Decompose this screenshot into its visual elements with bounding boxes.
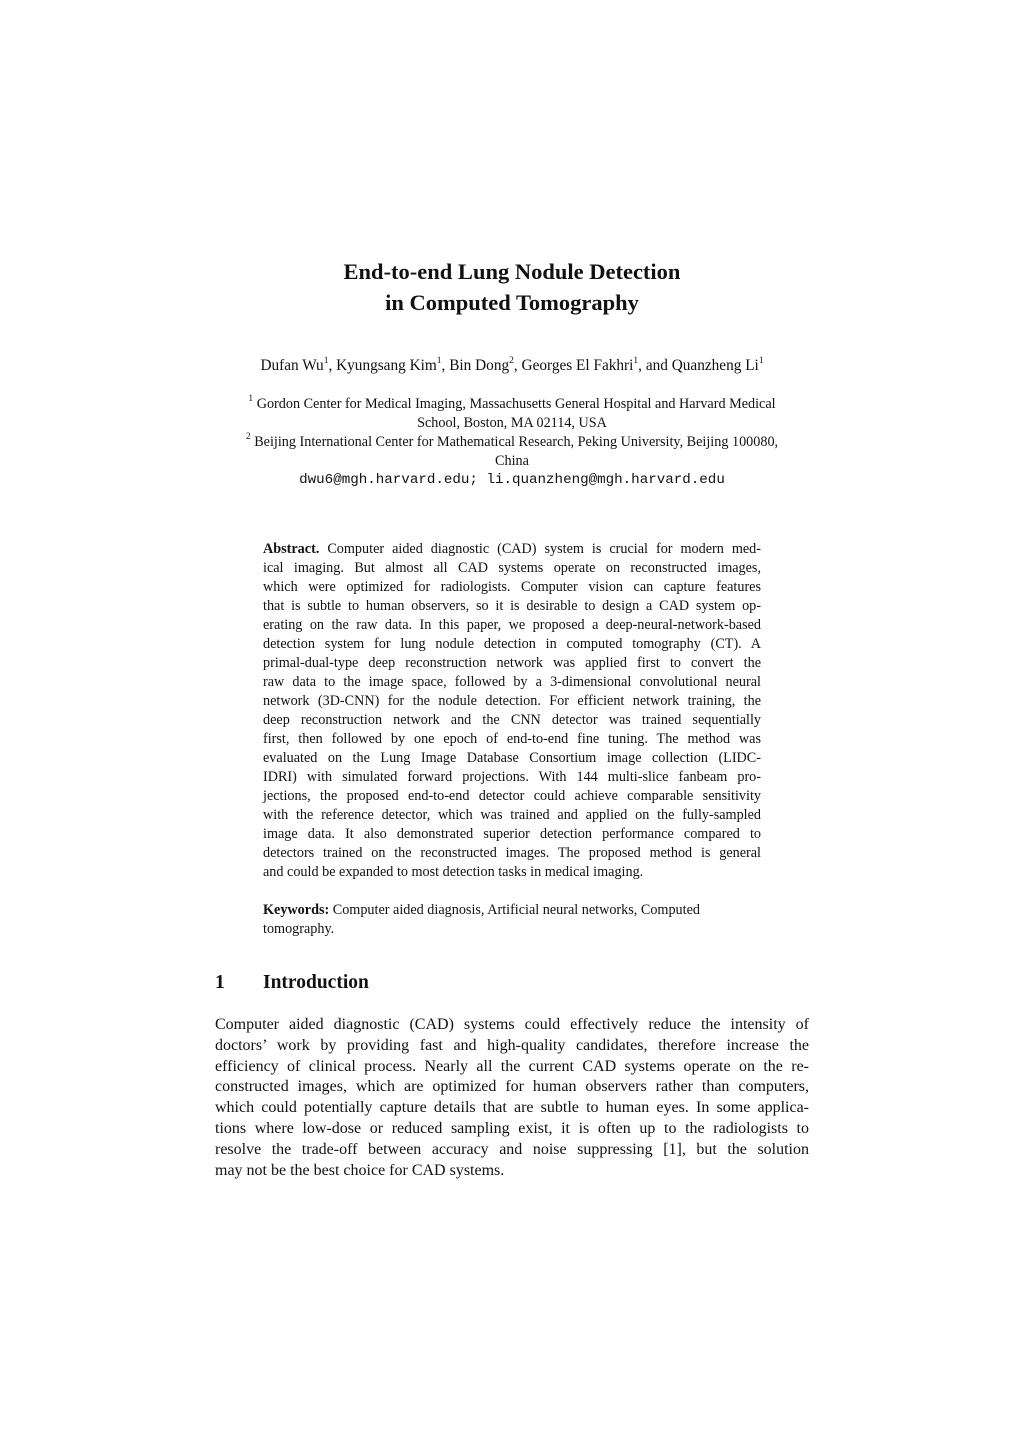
abstract-line: jections, the proposed end-to-end detector could achieve comparable sensitivity: [263, 788, 761, 804]
intro-line: tions where low-dose or reduced sampling exist, it is often up to the radiologists to: [215, 1119, 809, 1137]
abstract-line: and could be expanded to most detection tasks in medical imaging.: [263, 864, 644, 880]
intro-line: resolve the trade-off between accuracy and noise suppressing [1], but the solution: [215, 1140, 809, 1158]
affiliation-text: Gordon Center for Medical Imaging, Massachusetts General Hospital and Harvard Medical: [256, 396, 776, 412]
abstract-line: primal-dual-type deep reconstruction network was applied first to convert the: [263, 655, 761, 671]
intro-line: which could potentially capture details that are subtle to human eyes. In some applica-: [215, 1099, 809, 1117]
affiliation-number: 2: [245, 432, 251, 443]
abstract-line: evaluated on the Lung Image Database Consortium image collection (LIDC-: [263, 750, 761, 766]
abstract-text: Computer aided diagnostic (CAD) system is crucial for modern med-: [327, 541, 761, 557]
paper-title: [0, 256, 1024, 318]
intro-line: Computer aided diagnostic (CAD) systems could effectively reduce the intensity of: [215, 1016, 809, 1033]
author-affiliation-mark: 1: [633, 355, 639, 366]
intro-line: constructed images, which are optimized for human observers rather than computers,: [215, 1078, 809, 1096]
author-affiliation-mark: 2: [509, 355, 514, 366]
affiliation-text: Beijing International Center for Mathematical Research, Peking University, Beijing 100080,: [254, 434, 779, 450]
author-emails: dwu6@mgh.harvard.edu; li.quanzheng@mgh.harvard.edu: [299, 472, 725, 488]
keywords-text-cont: tomography.: [263, 921, 335, 937]
intro-line: may not be the best choice for CAD systems.: [215, 1161, 505, 1179]
keywords-line: [263, 901, 761, 920]
intro-line: efficiency of clinical process. Nearly all the current CAD systems operate on the re-: [215, 1057, 809, 1075]
author-name: Dufan Wu: [260, 357, 324, 374]
keywords-text: Computer aided diagnosis, Artificial neural networks, Computed: [332, 902, 700, 918]
abstract-line: which were optimized for radiologists. Computer vision can capture features: [263, 579, 761, 595]
title-line-2: in Computed Tomography: [385, 290, 639, 315]
abstract-label: Abstract.: [263, 541, 320, 557]
abstract-line: raw data to the image space, followed by a 3-dimensional convolutional neural: [263, 674, 761, 690]
affiliation-1: [200, 395, 824, 414]
affiliation-number: 1: [248, 394, 254, 405]
abstract-line: first, then followed by one epoch of end-to-end fine tuning. The method was: [263, 731, 761, 747]
author-name: Bin Dong: [449, 357, 510, 374]
abstract-line: with the reference detector, which was trained and applied on the fully-sampled: [263, 807, 761, 823]
abstract-line: erating on the raw data. In this paper, we proposed a deep-neural-network-based: [263, 617, 761, 633]
author-list: Dufan Wu$^1$, Kyungsang Kim$^1$, Bin Dong$^2$, Georges El Fakhri$^1$, and Quanzheng Li$^1$: [260, 355, 764, 374]
author-name: Georges El Fakhri: [521, 357, 634, 374]
abstract-line: network (3D-CNN) for the nodule detection. For efficient network training, the: [263, 693, 761, 709]
affiliation-text-cont: China: [495, 453, 529, 469]
keywords: [263, 901, 761, 939]
affiliation-text-cont: School, Boston, MA 02114, USA: [417, 415, 607, 431]
abstract-line: deep reconstruction network and the CNN detector was trained sequentially: [263, 712, 761, 728]
author-name: Kyungsang Kim: [336, 357, 437, 374]
title-line-1: End-to-end Lung Nodule Detection: [343, 259, 681, 284]
intro-line: doctors’ work by providing fast and high-quality candidates, therefore increase the: [215, 1036, 809, 1054]
abstract-line: [263, 540, 761, 559]
abstract-line: IDRI) with simulated forward projections. With 144 multi-slice fanbeam pro-: [263, 769, 761, 785]
author-affiliation-mark: 1: [323, 355, 329, 366]
keywords-label: Keywords:: [263, 902, 330, 918]
author-conjunction: and: [645, 357, 668, 374]
abstract-line: detectors trained on the reconstructed images. The proposed method is general: [263, 845, 761, 861]
introduction-body: [215, 1015, 809, 1181]
section-number: 1: [215, 972, 225, 993]
abstract-line: image data. It also demonstrated superior detection performance compared to: [263, 826, 761, 842]
affiliations: [200, 395, 824, 490]
abstract-line: that is subtle to human observers, so it is desirable to design a CAD system op-: [263, 598, 761, 614]
abstract-line: detection system for lung nodule detection in computed tomography (CT). A: [263, 636, 761, 652]
author-name: Quanzheng Li: [671, 357, 759, 374]
abstract-line: ical imaging. But almost all CAD systems operate on reconstructed images,: [263, 560, 761, 576]
affiliation-2: [200, 433, 824, 452]
abstract: [263, 540, 761, 882]
author-affiliation-mark: 1: [436, 355, 442, 366]
section-title: Introduction: [263, 972, 369, 993]
author-affiliation-mark: 1: [758, 355, 764, 366]
